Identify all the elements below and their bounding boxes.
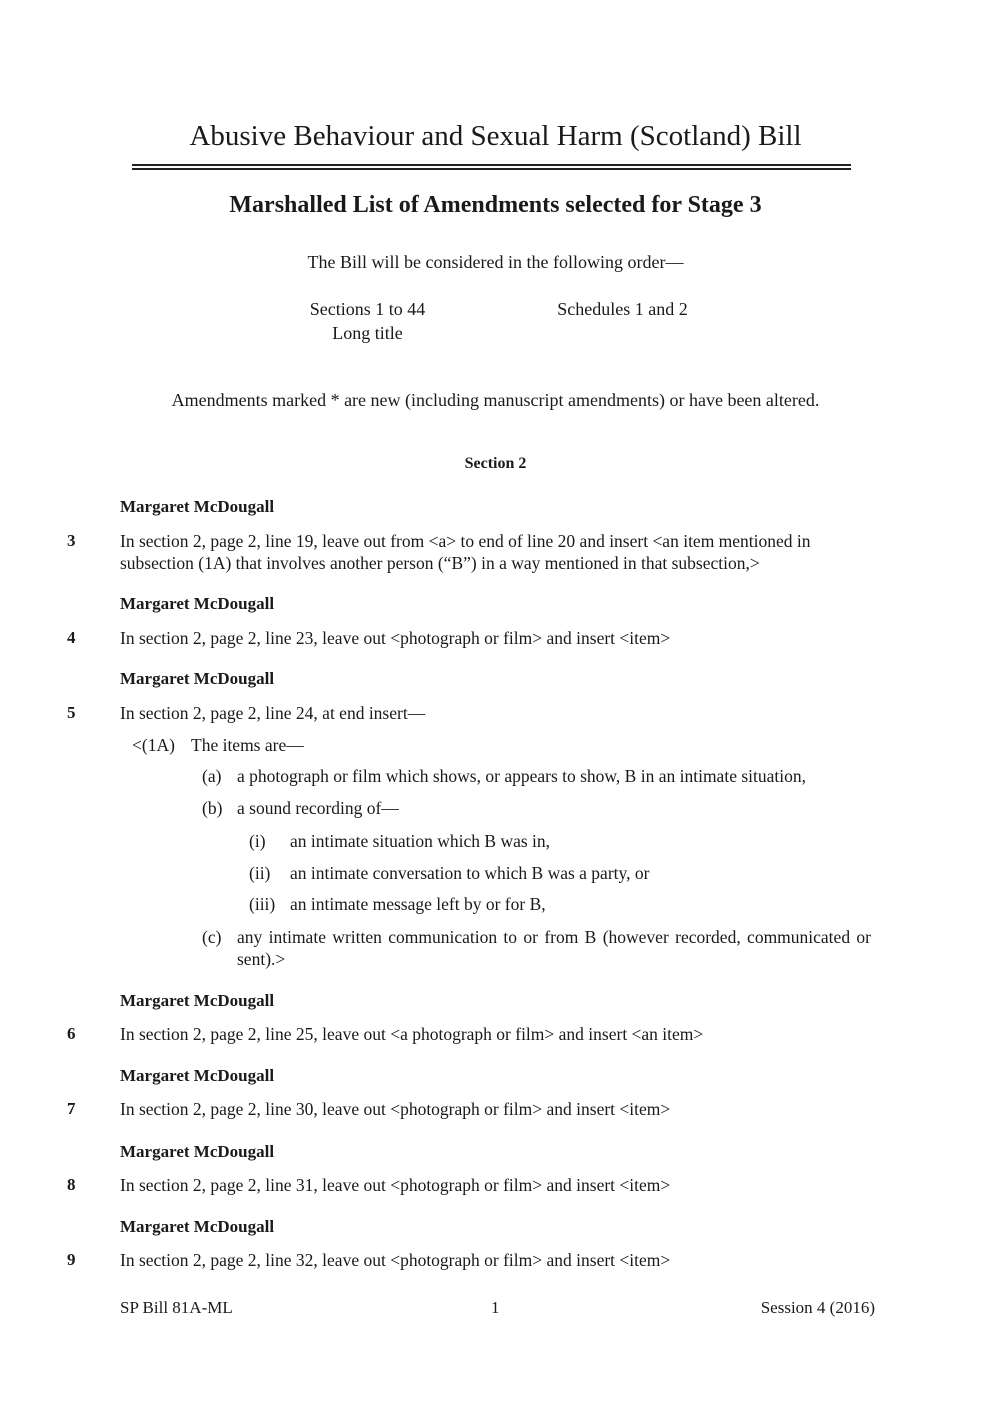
paragraph-text: a photograph or film which shows, or appears to show, B in an intimate situation, [237, 766, 806, 786]
amendment-text: In section 2, page 2, line 32, leave out <photograph or film> and insert <item> [120, 1250, 671, 1270]
amendment-number: 8 [67, 1175, 76, 1194]
amendment-text: In section 2, page 2, line 31, leave out <photograph or film> and insert <item> [120, 1175, 671, 1195]
document-subtitle: Marshalled List of Amendments selected for Stage 3 [229, 192, 762, 218]
order-item: Schedules 1 and 2 [557, 299, 688, 319]
amendment-proposer: Margaret McDougall [120, 669, 275, 688]
paragraph-text: a sound recording of— [237, 798, 399, 818]
inserted-subsection-label: <(1A) [132, 735, 175, 755]
order-column-1 [290, 297, 445, 345]
amendment-proposer: Margaret McDougall [120, 1066, 275, 1085]
subparagraph-label: (iii) [249, 894, 276, 914]
footer-session: Session 4 (2016) [760, 1298, 875, 1317]
amendment-proposer: Margaret McDougall [120, 497, 275, 516]
paragraph-label: (b) [202, 798, 223, 818]
amendment-proposer: Margaret McDougall [120, 594, 275, 613]
order-column-2 [540, 297, 705, 321]
amendment-text: In section 2, page 2, line 30, leave out <photograph or film> and insert <item> [120, 1099, 671, 1119]
title-rule-bottom [132, 168, 851, 170]
amendment-number: 4 [67, 628, 76, 647]
footer-page-number: 1 [491, 1298, 500, 1317]
inserted-subsection-text: The items are— [191, 735, 304, 755]
bill-title: Abusive Behaviour and Sexual Harm (Scotland) Bill [189, 120, 802, 152]
paragraph-text: any intimate written communication to or from B (however recorded, communicated or sent).> [237, 927, 871, 969]
section-heading: Section 2 [464, 455, 527, 472]
amendment-number: 7 [67, 1099, 76, 1118]
subparagraph-label: (i) [249, 831, 266, 851]
amendment-number: 6 [67, 1024, 76, 1043]
amendment-text: In section 2, page 2, line 24, at end insert— [120, 703, 426, 723]
amendment-text: In section 2, page 2, line 19, leave out from <a> to end of line 20 and insert <an item mentioned in subsection (1A) that involves another person (“B”) in a way mentioned in that subsection,> [120, 531, 811, 573]
subparagraph-text: an intimate conversation to which B was a party, or [290, 863, 650, 883]
subparagraph-text: an intimate message left by or for B, [290, 894, 546, 914]
footer-bill-reference: SP Bill 81A-ML [120, 1298, 233, 1317]
order-item: Sections 1 to 44 [309, 299, 426, 319]
subparagraph-label: (ii) [249, 863, 271, 883]
amendment-proposer: Margaret McDougall [120, 1142, 275, 1161]
paragraph-label: (a) [202, 766, 222, 786]
order-intro: The Bill will be considered in the following order— [307, 252, 684, 272]
amendment-text: In section 2, page 2, line 25, leave out <a photograph or film> and insert <an item> [120, 1024, 704, 1044]
amendment-number: 9 [67, 1250, 76, 1269]
order-item: Long title [332, 323, 403, 343]
title-rule-top [132, 164, 851, 166]
amendment-number: 3 [67, 531, 76, 550]
paragraph-label: (c) [202, 927, 222, 947]
amendment-number: 5 [67, 703, 76, 722]
amendment-proposer: Margaret McDougall [120, 991, 275, 1010]
subparagraph-text: an intimate situation which B was in, [290, 831, 551, 851]
amendment-text: In section 2, page 2, line 23, leave out <photograph or film> and insert <item> [120, 628, 671, 648]
amendments-note: Amendments marked * are new (including manuscript amendments) or have been altered. [171, 390, 820, 410]
amendment-proposer: Margaret McDougall [120, 1217, 275, 1236]
